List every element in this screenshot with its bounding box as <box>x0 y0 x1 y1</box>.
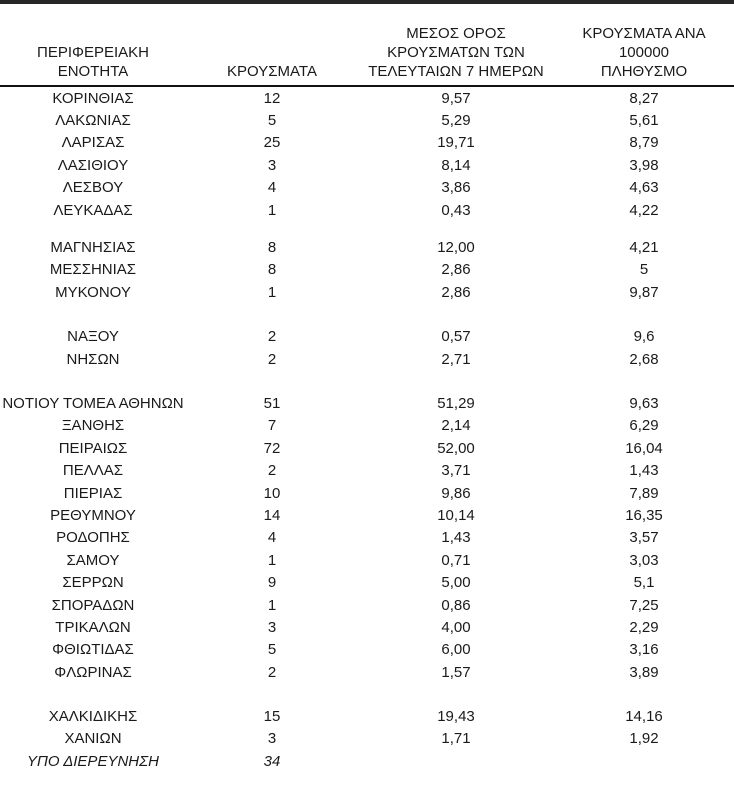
region-cell: ΚΟΡΙΝΘΙΑΣ <box>52 89 134 107</box>
region-cell: ΡΟΔΟΠΗΣ <box>56 529 130 547</box>
avg7days-cell: 8,14 <box>441 156 471 174</box>
group-spacer-cell <box>0 304 734 326</box>
avg7days-cell: 19,71 <box>437 134 475 152</box>
region-cell: ΛΑΚΩΝΙΑΣ <box>55 112 131 130</box>
table-row <box>0 482 734 504</box>
group-spacer-cell <box>0 221 734 236</box>
table-row <box>0 527 734 549</box>
avg7days-cell: 1,57 <box>441 663 471 681</box>
cases-cell: 3 <box>267 156 277 174</box>
avg7days-cell: 5,29 <box>441 112 471 130</box>
per100k-cell: 6,29 <box>629 417 659 435</box>
avg7days-cell: 2,71 <box>441 350 471 368</box>
region-cell: ΠΕΙΡΑΙΩΣ <box>58 439 128 457</box>
per100k-cell: 1,43 <box>629 462 659 480</box>
cases-cell: 7 <box>267 417 277 435</box>
avg7days-cell: 9,86 <box>441 484 471 502</box>
table-row <box>0 415 734 437</box>
cases-cell: 15 <box>263 708 281 726</box>
cases-cell: 1 <box>267 283 277 301</box>
per100k-cell: 3,89 <box>629 663 659 681</box>
per100k-cell: 4,21 <box>629 239 659 257</box>
group-spacer-cell <box>0 683 734 705</box>
per100k-cell: 4,63 <box>629 179 659 197</box>
column-header-per100k <box>554 4 734 86</box>
avg7days-cell: 5,00 <box>441 574 471 592</box>
cases-cell: 8 <box>267 239 277 257</box>
cases-cell: 3 <box>267 618 277 636</box>
avg7days-cell: 3,86 <box>441 179 471 197</box>
table-row <box>0 86 734 109</box>
per100k-cell: 1,92 <box>629 730 659 748</box>
cases-cell: 4 <box>267 529 277 547</box>
table-row <box>0 392 734 414</box>
region-cell: ΥΠΟ ΔΙΕΡΕΥΝΗΣΗ <box>27 752 159 770</box>
cases-cell: 1 <box>267 551 277 569</box>
table-row <box>0 616 734 638</box>
cases-cell: 2 <box>267 663 277 681</box>
cases-cell: 2 <box>267 462 277 480</box>
region-cell: ΝΟΤΙΟΥ ΤΟΜΕΑ ΑΘΗΝΩΝ <box>2 394 184 412</box>
cases-cell: 1 <box>267 201 277 219</box>
region-cell: ΠΙΕΡΙΑΣ <box>63 484 123 502</box>
per100k-cell: 3,03 <box>629 551 659 569</box>
cases-cell: 9 <box>267 574 277 592</box>
table-header <box>0 4 734 86</box>
per100k-cell: 7,89 <box>629 484 659 502</box>
table-body <box>0 86 734 773</box>
region-cell: ΡΕΘΥΜΝΟΥ <box>50 506 136 524</box>
cases-cell: 5 <box>267 641 277 659</box>
header-row <box>0 4 734 86</box>
per100k-cell: 9,6 <box>633 328 655 346</box>
cases-cell: 51 <box>263 394 281 412</box>
table-row <box>0 236 734 258</box>
per100k-cell: 3,16 <box>629 641 659 659</box>
avg7days-cell: 51,29 <box>437 394 475 412</box>
region-cell: ΣΕΡΡΩΝ <box>62 574 124 592</box>
avg7days-cell: 0,86 <box>441 596 471 614</box>
avg7days-cell: 19,43 <box>437 708 475 726</box>
cases-cell: 12 <box>263 89 281 107</box>
region-cell: ΦΛΩΡΙΝΑΣ <box>54 663 132 681</box>
cases-cell: 2 <box>267 328 277 346</box>
table-row <box>0 177 734 199</box>
region-cell: ΜΥΚΟΝΟΥ <box>55 283 131 301</box>
per100k-cell <box>554 750 734 772</box>
per100k-cell: 4,22 <box>629 201 659 219</box>
cases-cell: 4 <box>267 179 277 197</box>
avg7days-cell: 2,14 <box>441 417 471 435</box>
group-spacer-row <box>0 683 734 705</box>
table-row <box>0 705 734 727</box>
avg7days-cell: 0,71 <box>441 551 471 569</box>
per100k-cell: 7,25 <box>629 596 659 614</box>
group-spacer-row <box>0 304 734 326</box>
avg7days-cell <box>358 750 554 772</box>
group-spacer-row <box>0 221 734 236</box>
per100k-cell: 5 <box>639 261 649 279</box>
region-cell: ΛΕΣΒΟΥ <box>62 179 124 197</box>
column-header-line: ΚΡΟΥΣΜΑΤΑ ΑΝΑ 100000 <box>582 25 706 61</box>
column-header-line: ΜΕΣΟΣ ΟΡΟΣ <box>406 25 506 42</box>
column-header-cases <box>186 4 358 86</box>
group-spacer-cell <box>0 370 734 392</box>
avg7days-cell: 52,00 <box>437 439 475 457</box>
cases-cell: 14 <box>263 506 281 524</box>
avg7days-cell: 3,71 <box>441 462 471 480</box>
table-row <box>0 504 734 526</box>
cases-cell: 72 <box>263 439 281 457</box>
region-cell: ΤΡΙΚΑΛΩΝ <box>55 618 131 636</box>
table-row <box>0 728 734 750</box>
region-cell: ΞΑΝΘΗΣ <box>61 417 125 435</box>
cases-cell: 1 <box>267 596 277 614</box>
avg7days-cell: 1,71 <box>441 730 471 748</box>
column-header-avg7days <box>358 4 554 86</box>
per100k-cell: 5,1 <box>633 574 655 592</box>
per100k-cell: 14,16 <box>625 708 663 726</box>
cases-cell: 8 <box>267 261 277 279</box>
region-cell: ΝΗΣΩΝ <box>66 350 120 368</box>
table-row <box>0 639 734 661</box>
column-header-line: ΚΡΟΥΣΜΑΤΩΝ ΤΩΝ <box>387 44 525 61</box>
table-row <box>0 132 734 154</box>
table-row <box>0 571 734 593</box>
region-cell: ΦΘΙΩΤΙΔΑΣ <box>52 641 134 659</box>
table-row <box>0 199 734 221</box>
region-cell: ΛΕΥΚΑΔΑΣ <box>53 201 133 219</box>
avg7days-cell: 4,00 <box>441 618 471 636</box>
per100k-cell: 8,79 <box>629 134 659 152</box>
per100k-cell: 3,57 <box>629 529 659 547</box>
avg7days-cell: 1,43 <box>441 529 471 547</box>
per100k-cell: 16,04 <box>625 439 663 457</box>
region-cell: ΜΕΣΣΗΝΙΑΣ <box>49 261 137 279</box>
column-header-line: ΚΡΟΥΣΜΑΤΑ <box>227 63 317 80</box>
table-row <box>0 348 734 370</box>
avg7days-cell: 10,14 <box>437 506 475 524</box>
table-row <box>0 661 734 683</box>
per100k-cell: 16,35 <box>625 506 663 524</box>
table-row <box>0 109 734 131</box>
table-row <box>0 459 734 481</box>
region-cell: ΣΠΟΡΑΔΩΝ <box>51 596 135 614</box>
region-cell: ΧΑΛΚΙΔΙΚΗΣ <box>48 708 138 726</box>
per100k-cell: 8,27 <box>629 89 659 107</box>
table-row <box>0 281 734 303</box>
per100k-cell: 9,63 <box>629 394 659 412</box>
region-cell: ΛΑΣΙΘΙΟΥ <box>57 156 129 174</box>
cases-cell: 2 <box>267 350 277 368</box>
column-header-line: ΠΛΗΘΥΣΜΟ <box>600 63 688 80</box>
cases-cell: 10 <box>263 484 281 502</box>
avg7days-cell: 12,00 <box>437 239 475 257</box>
per100k-cell: 9,87 <box>629 283 659 301</box>
avg7days-cell: 6,00 <box>441 641 471 659</box>
cases-cell: 3 <box>267 730 277 748</box>
cases-cell: 5 <box>267 112 277 130</box>
regional-cases-table <box>0 4 734 773</box>
table-row <box>0 549 734 571</box>
region-cell: ΧΑΝΙΩΝ <box>64 730 122 748</box>
region-cell: ΜΑΓΝΗΣΙΑΣ <box>50 239 136 257</box>
column-header-line: ΠΕΡΙΦΕΡΕΙΑΚΗ ΕΝΟΤΗΤΑ <box>36 44 149 80</box>
region-cell: ΠΕΛΛΑΣ <box>62 462 124 480</box>
cases-cell: 25 <box>263 134 281 152</box>
column-header-line: ΤΕΛΕΥΤΑΙΩΝ 7 ΗΜΕΡΩΝ <box>368 63 544 80</box>
avg7days-cell: 2,86 <box>441 261 471 279</box>
cases-cell: 34 <box>263 752 281 770</box>
table-row <box>0 326 734 348</box>
table-row <box>0 154 734 176</box>
avg7days-cell: 0,43 <box>441 201 471 219</box>
avg7days-cell: 0,57 <box>441 328 471 346</box>
table-row <box>0 750 734 772</box>
per100k-cell: 3,98 <box>629 156 659 174</box>
column-header-region <box>0 4 186 86</box>
avg7days-cell: 2,86 <box>441 283 471 301</box>
region-cell: ΝΑΞΟΥ <box>67 328 119 346</box>
table-row <box>0 437 734 459</box>
avg7days-cell: 9,57 <box>441 89 471 107</box>
table-row <box>0 594 734 616</box>
per100k-cell: 2,68 <box>629 350 659 368</box>
group-spacer-row <box>0 370 734 392</box>
table-row <box>0 259 734 281</box>
region-cell: ΛΑΡΙΣΑΣ <box>61 134 125 152</box>
per100k-cell: 2,29 <box>629 618 659 636</box>
per100k-cell: 5,61 <box>629 112 659 130</box>
region-cell: ΣΑΜΟΥ <box>66 551 120 569</box>
